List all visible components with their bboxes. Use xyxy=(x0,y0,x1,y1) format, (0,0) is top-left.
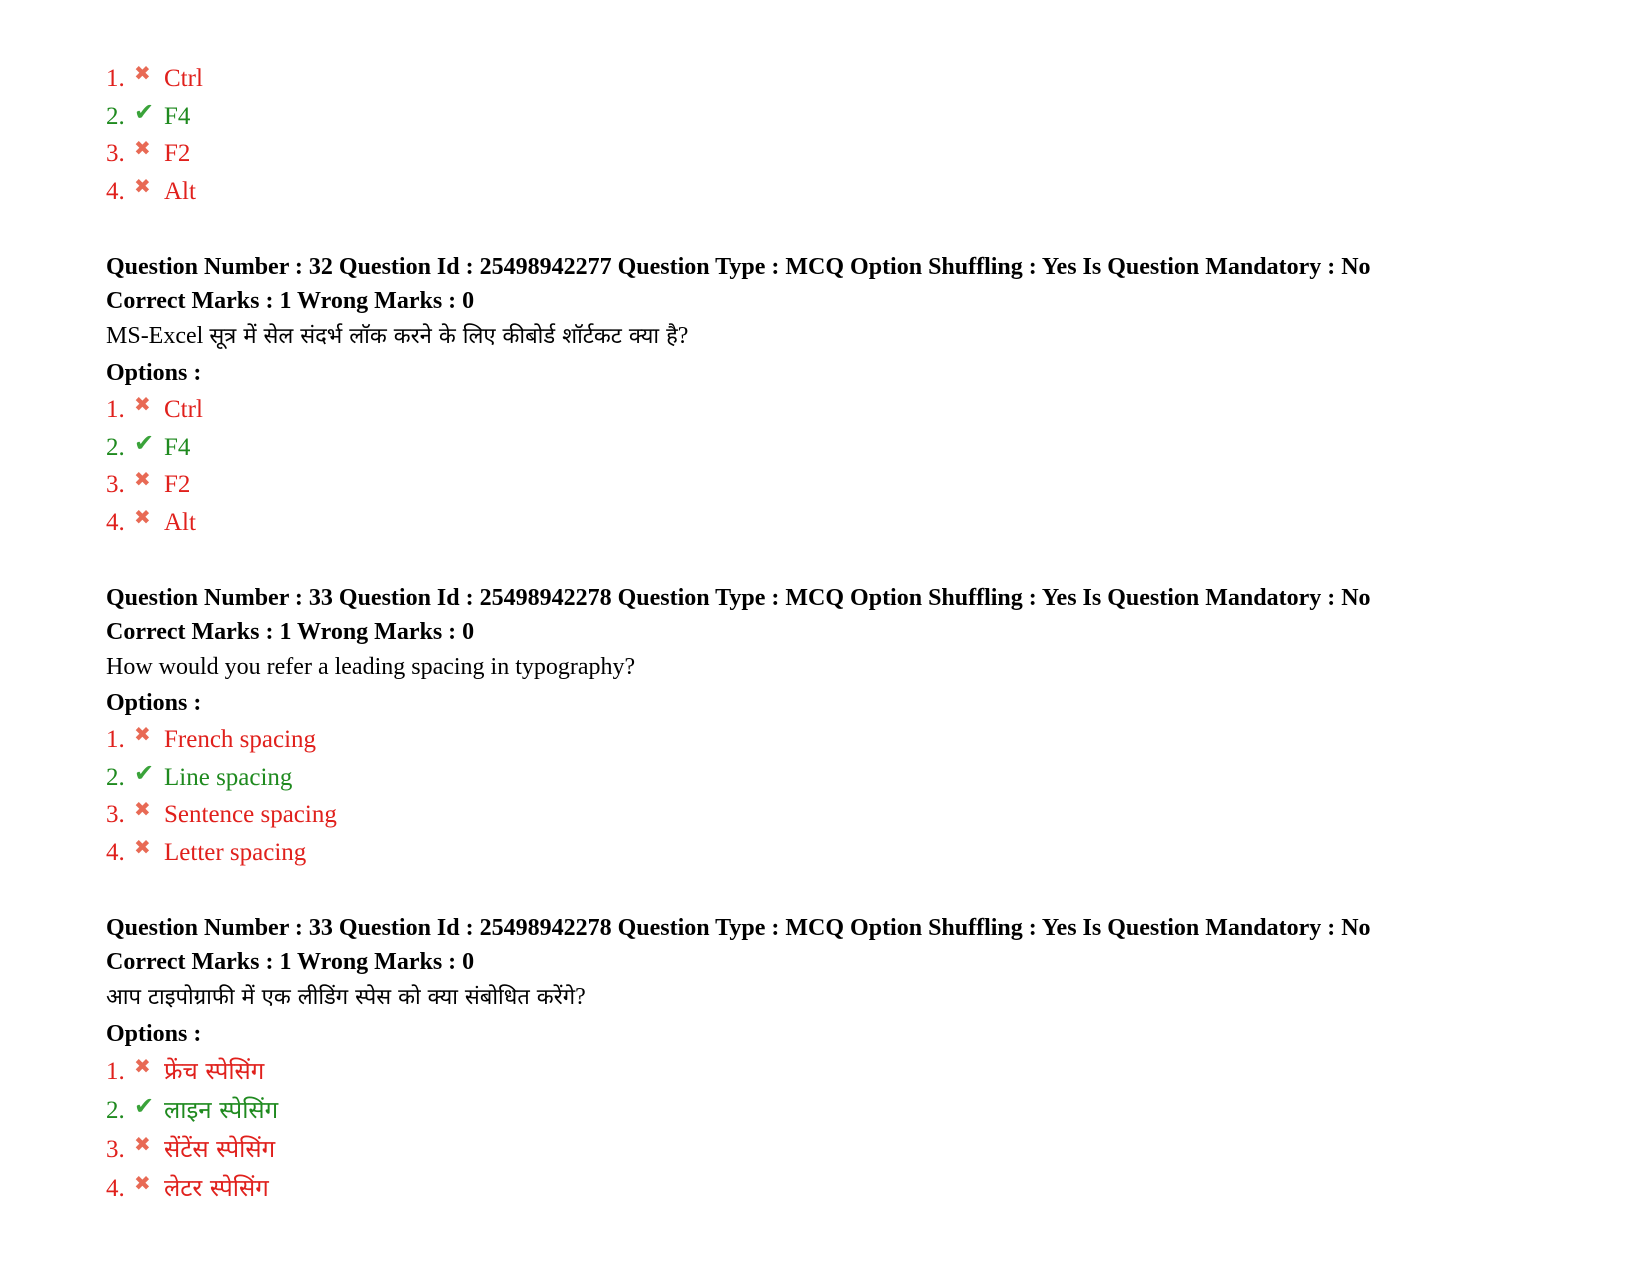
question-header: Question Number : 33 Question Id : 25498942278 Question Type : MCQ Option Shuffling : Yes Is Question Mandatory : No xyxy=(106,915,1371,941)
options-list xyxy=(106,1052,1606,1208)
option-item xyxy=(106,391,1606,429)
cross-icon: ✖ xyxy=(134,469,151,491)
option-text: F4 xyxy=(164,102,191,130)
option-text: लेटर स्पेसिंग xyxy=(164,1174,269,1202)
option-item xyxy=(106,504,1606,542)
question-block xyxy=(106,250,1606,541)
question-text xyxy=(106,979,1606,1016)
question-text-hindi: सूत्र में सेल संदर्भ लॉक करने के लिए कीबोर्ड शॉर्टकट क्या है xyxy=(209,324,678,349)
question-block xyxy=(106,581,1606,871)
option-text: Ctrl xyxy=(164,396,203,423)
option-item xyxy=(106,721,1606,759)
option-number: 1. xyxy=(106,396,125,423)
question-text: How would you refer a leading spacing in typography? xyxy=(106,654,636,680)
option-item xyxy=(106,1052,1606,1091)
cross-icon: ✖ xyxy=(134,138,151,160)
option-number: 1. xyxy=(106,65,125,92)
option-item xyxy=(106,1169,1606,1208)
option-item xyxy=(106,1091,1606,1130)
option-item xyxy=(106,834,1606,872)
question-header: Question Number : 33 Question Id : 25498942278 Question Type : MCQ Option Shuffling : Yes Is Question Mandatory : No xyxy=(106,585,1371,611)
check-icon: ✔ xyxy=(134,1094,155,1120)
question-text xyxy=(106,318,1606,355)
cross-icon: ✖ xyxy=(134,63,151,85)
check-icon: ✔ xyxy=(134,760,155,787)
cross-icon: ✖ xyxy=(134,506,151,529)
options-list xyxy=(106,721,1606,871)
options-list xyxy=(106,391,1606,541)
option-number: 4. xyxy=(106,838,125,866)
cross-icon: ✖ xyxy=(134,1173,151,1195)
question-header: Question Number : 32 Question Id : 25498942277 Question Type : MCQ Option Shuffling : Yes Is Question Mandatory : No xyxy=(106,254,1371,280)
question-text-suffix: ? xyxy=(575,984,586,1010)
option-text: फ्रेंच स्पेसिंग xyxy=(164,1057,265,1085)
option-item xyxy=(106,759,1606,797)
cross-icon: ✖ xyxy=(134,836,151,859)
option-number: 3. xyxy=(106,1136,125,1163)
option-number: 1. xyxy=(106,726,125,753)
option-item xyxy=(106,60,1606,98)
option-item xyxy=(106,1130,1606,1169)
question-text-hindi: आप टाइपोग्राफी में एक लीडिंग स्पेस को क्या संबोधित करेंगे xyxy=(106,985,576,1010)
option-number: 1. xyxy=(106,1058,125,1085)
question-text-prefix: MS-Excel xyxy=(106,323,210,349)
option-item xyxy=(106,173,1606,211)
option-text: सेंटेंस स्पेसिंग xyxy=(164,1135,276,1163)
check-icon: ✔ xyxy=(134,430,155,457)
option-text: Letter spacing xyxy=(164,838,307,866)
option-text: Ctrl xyxy=(164,65,203,92)
question-marks: Correct Marks : 1 Wrong Marks : 0 xyxy=(106,288,475,314)
option-item xyxy=(106,429,1606,467)
cross-icon: ✖ xyxy=(134,394,151,416)
option-text: F4 xyxy=(164,433,191,461)
prev-options-list xyxy=(106,60,1606,210)
question-paper xyxy=(106,60,1606,1208)
options-label: Options : xyxy=(106,360,202,386)
question-text-suffix: ? xyxy=(677,323,689,349)
options-label: Options : xyxy=(106,690,202,716)
question-marks: Correct Marks : 1 Wrong Marks : 0 xyxy=(106,949,475,975)
option-number: 3. xyxy=(106,801,125,828)
option-number: 2. xyxy=(106,1097,125,1124)
option-text: Alt xyxy=(164,508,196,536)
cross-icon: ✖ xyxy=(134,724,151,746)
option-number: 4. xyxy=(106,177,125,205)
cross-icon: ✖ xyxy=(134,1134,151,1156)
option-number: 2. xyxy=(106,102,125,130)
option-number: 4. xyxy=(106,1175,125,1202)
option-text: F2 xyxy=(164,140,191,167)
cross-icon: ✖ xyxy=(134,1056,151,1078)
cross-icon: ✖ xyxy=(134,175,151,198)
option-item xyxy=(106,98,1606,136)
check-icon: ✔ xyxy=(134,99,155,126)
option-number: 2. xyxy=(106,763,125,791)
option-text: French spacing xyxy=(164,726,317,753)
option-text: Sentence spacing xyxy=(164,801,337,828)
option-text: Alt xyxy=(164,177,196,205)
option-text: Line spacing xyxy=(164,763,293,791)
option-number: 2. xyxy=(106,433,125,461)
option-text: F2 xyxy=(164,471,191,498)
option-number: 3. xyxy=(106,471,125,498)
option-item xyxy=(106,796,1606,834)
option-item xyxy=(106,135,1606,173)
options-label: Options : xyxy=(106,1021,202,1047)
option-item xyxy=(106,466,1606,504)
cross-icon: ✖ xyxy=(134,799,151,821)
question-block xyxy=(106,911,1606,1208)
question-marks: Correct Marks : 1 Wrong Marks : 0 xyxy=(106,619,475,645)
option-number: 3. xyxy=(106,140,125,167)
option-number: 4. xyxy=(106,508,125,536)
option-text: लाइन स्पेसिंग xyxy=(164,1096,279,1124)
